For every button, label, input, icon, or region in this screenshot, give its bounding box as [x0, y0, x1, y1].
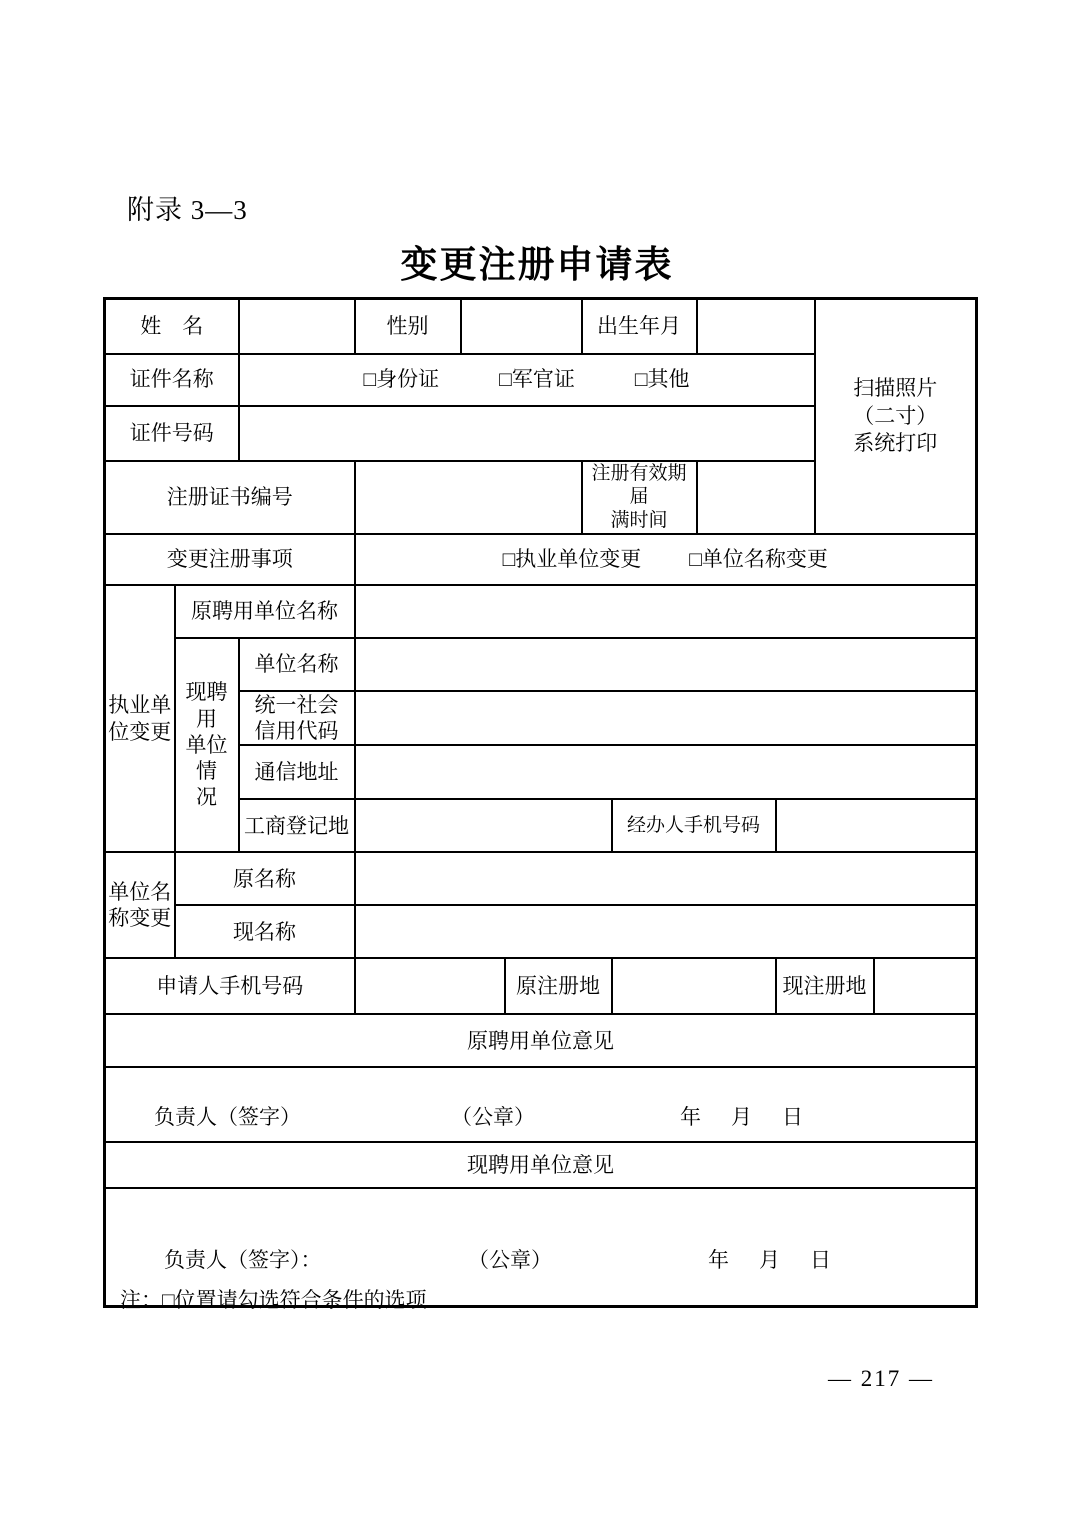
unit-name-field [355, 638, 977, 691]
page-title: 变更注册申请表 [400, 245, 674, 286]
current-employer-group-label-line: 单位情 [185, 732, 228, 784]
footnote: 注：□位置请勾选符合条件的选项 [120, 1288, 427, 1312]
new-name-field [355, 905, 977, 958]
id-number-field [239, 406, 815, 461]
current-reg-place-field [874, 958, 977, 1014]
current-employer-group-label-line: 况 [196, 785, 217, 810]
signer-signature-label: 负责人（签字） [154, 1105, 301, 1129]
original-employer-name-label: 原聘用单位名称 [175, 585, 355, 638]
registration-cert-no-field [355, 461, 582, 534]
credit-code-label [239, 691, 355, 746]
postal-address-field [355, 745, 977, 799]
original-employer-name-field [355, 585, 977, 638]
id-type-label: 证件名称 [105, 354, 239, 406]
practice-unit-change-group-label [105, 585, 175, 853]
registration-cert-no-label: 注册证书编号 [105, 461, 355, 534]
day-label: 日 [810, 1247, 831, 1272]
id-type-options [239, 354, 815, 406]
current-employer-group-label [175, 638, 239, 853]
practice-unit-change-checkbox-option: □执业单位变更 [502, 547, 642, 572]
agent-phone-field [776, 799, 977, 852]
current-employer-opinion-header: 现聘用单位意见 [105, 1142, 977, 1188]
agent-phone-label: 经办人手机号码 [612, 799, 776, 852]
gender-field [461, 299, 582, 354]
appendix-label: 附录 3—3 [127, 195, 248, 225]
unit-name-change-group-label-line: 单位名 [108, 880, 172, 904]
signer-signature-label: 负责人（签字）： [164, 1247, 322, 1272]
old-name-field [355, 852, 977, 905]
business-reg-place-label: 工商登记地 [239, 799, 355, 852]
other-id-checkbox-option: □其他 [634, 367, 690, 392]
military-id-checkbox-option: □军官证 [499, 367, 575, 392]
change-items-options [355, 534, 977, 585]
applicant-phone-field [355, 958, 505, 1014]
unit-name-label: 单位名称 [239, 638, 355, 691]
postal-address-label: 通信地址 [239, 745, 355, 799]
change-items-label: 变更注册事项 [105, 534, 355, 585]
month-label: 月 [731, 1105, 752, 1129]
photo-box-line: 扫描照片 [853, 375, 938, 400]
original-employer-opinion-header: 原聘用单位意见 [105, 1014, 977, 1067]
year-label: 年 [708, 1247, 729, 1272]
registration-expiry-label [582, 461, 697, 534]
unit-name-change-group-label-line: 称变更 [108, 906, 172, 931]
photo-box-line: 系统打印 [853, 431, 938, 456]
official-seal-label: （公章） [451, 1105, 535, 1129]
original-reg-place-field [612, 958, 776, 1014]
credit-code-field [355, 691, 977, 746]
name-label: 姓 名 [105, 299, 239, 354]
old-name-label: 原名称 [175, 852, 355, 905]
business-reg-place-field [355, 799, 612, 852]
gender-label: 性别 [355, 299, 461, 354]
original-employer-signature-area [105, 1067, 977, 1142]
date-fields [708, 1247, 831, 1273]
registration-expiry-label-line: 满时间 [610, 510, 668, 531]
id-number-label: 证件号码 [105, 406, 239, 461]
credit-code-label-line: 统一社会 [254, 692, 339, 717]
photo-box [815, 299, 977, 534]
date-fields [680, 1104, 803, 1130]
practice-unit-change-group-label-line: 位变更 [108, 719, 172, 744]
application-form-table [103, 297, 978, 1308]
unit-name-change-checkbox-option: □单位名称变更 [689, 547, 828, 572]
month-label: 月 [759, 1247, 780, 1272]
credit-code-label-line: 信用代码 [254, 719, 339, 743]
photo-box-line: （二寸） [853, 403, 938, 428]
birth-date-field [697, 299, 815, 354]
applicant-phone-label: 申请人手机号码 [105, 958, 355, 1014]
current-employer-group-label-line: 现聘用 [185, 680, 228, 731]
registration-expiry-field [697, 461, 815, 534]
original-reg-place-label: 原注册地 [505, 958, 612, 1014]
unit-name-change-group-label [105, 852, 175, 958]
day-label: 日 [782, 1105, 803, 1129]
practice-unit-change-group-label-line: 执业单 [108, 693, 172, 718]
id-card-checkbox-option: □身份证 [363, 367, 440, 392]
page-number: — 217 — [828, 1366, 934, 1391]
current-reg-place-label: 现注册地 [776, 958, 874, 1014]
official-seal-label: （公章） [468, 1247, 552, 1272]
birth-date-label: 出生年月 [582, 299, 697, 354]
registration-expiry-label-line: 注册有效期届 [591, 462, 687, 508]
year-label: 年 [680, 1105, 701, 1129]
name-field [239, 299, 355, 354]
new-name-label: 现名称 [175, 905, 355, 958]
